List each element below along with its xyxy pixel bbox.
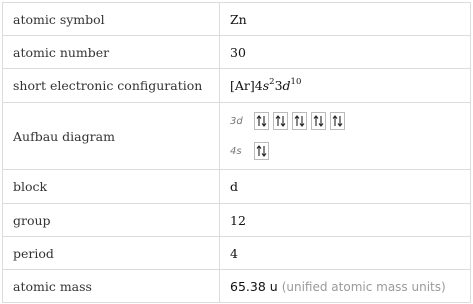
config-shell2-count: 10	[290, 77, 302, 87]
spin-down-arrow-icon	[262, 146, 266, 156]
group-value: 12	[220, 204, 471, 237]
spin-up-arrow-icon	[257, 146, 261, 156]
spin-up-arrow-icon	[276, 116, 280, 126]
spin-down-arrow-icon	[281, 116, 285, 126]
atomic-mass-number: 65.38	[230, 278, 266, 294]
orbital-box	[254, 142, 269, 160]
spin-up-arrow-icon	[333, 116, 337, 126]
spin-up-arrow-icon	[314, 116, 318, 126]
row-label-electronic-configuration: short electronic configuration	[3, 69, 220, 103]
electron-pair-icon	[293, 113, 306, 129]
orbital-box	[292, 112, 307, 130]
row-label-group: group	[3, 204, 220, 237]
table-row	[3, 36, 471, 69]
config-shell2-number: 3	[274, 78, 283, 93]
row-label-atomic-mass: atomic mass	[3, 270, 220, 303]
config-shell1-count: 2	[269, 77, 275, 87]
config-shell1-letter: s	[262, 78, 270, 93]
atomic-mass-unit-note: (unified atomic mass units)	[281, 279, 446, 294]
atomic-mass-value	[220, 270, 471, 303]
period-value: 4	[220, 237, 471, 270]
electron-pair-icon	[274, 113, 287, 129]
orbital-boxes-3d	[254, 112, 349, 130]
aufbau-diagram	[220, 103, 471, 170]
spin-down-arrow-icon	[319, 116, 323, 126]
row-label-aufbau-diagram: Aufbau diagram	[3, 103, 220, 170]
spin-down-arrow-icon	[262, 116, 266, 126]
table-row	[3, 170, 471, 204]
aufbau-diagram-canvas	[230, 104, 470, 168]
spin-up-arrow-icon	[295, 116, 299, 126]
electronic-configuration-value	[220, 69, 471, 103]
row-label-period: period	[3, 237, 220, 270]
spin-down-arrow-icon	[300, 116, 304, 126]
orbital-boxes-4s	[254, 142, 273, 160]
electron-pair-icon	[331, 113, 344, 129]
orbital-box	[330, 112, 345, 130]
table-row	[3, 3, 471, 36]
table-row	[3, 237, 471, 270]
element-properties-table	[2, 2, 471, 303]
table-row	[3, 204, 471, 237]
electron-pair-icon	[255, 113, 268, 129]
config-shell1-number: 4	[254, 78, 263, 93]
spin-up-arrow-icon	[257, 116, 261, 126]
config-shell2-letter: d	[282, 78, 291, 93]
block-value: d	[220, 170, 471, 204]
orbital-label-3d: 3d	[230, 115, 243, 127]
orbital-row-3d	[230, 112, 349, 130]
spin-down-arrow-icon	[338, 116, 342, 126]
atomic-symbol-value: Zn	[220, 3, 471, 36]
table-row	[3, 270, 471, 303]
orbital-box	[254, 112, 269, 130]
orbital-row-4s	[230, 142, 273, 160]
atomic-mass-unit: u	[269, 278, 278, 294]
row-label-atomic-number: atomic number	[3, 36, 220, 69]
config-core: [Ar]	[230, 78, 255, 93]
row-label-block: block	[3, 170, 220, 204]
orbital-box	[311, 112, 326, 130]
table-row	[3, 69, 471, 103]
table-row	[3, 103, 471, 170]
atomic-number-value: 30	[220, 36, 471, 69]
orbital-box	[273, 112, 288, 130]
electron-pair-icon	[255, 143, 268, 159]
row-label-atomic-symbol: atomic symbol	[3, 3, 220, 36]
electron-pair-icon	[312, 113, 325, 129]
orbital-label-4s: 4s	[230, 145, 242, 157]
